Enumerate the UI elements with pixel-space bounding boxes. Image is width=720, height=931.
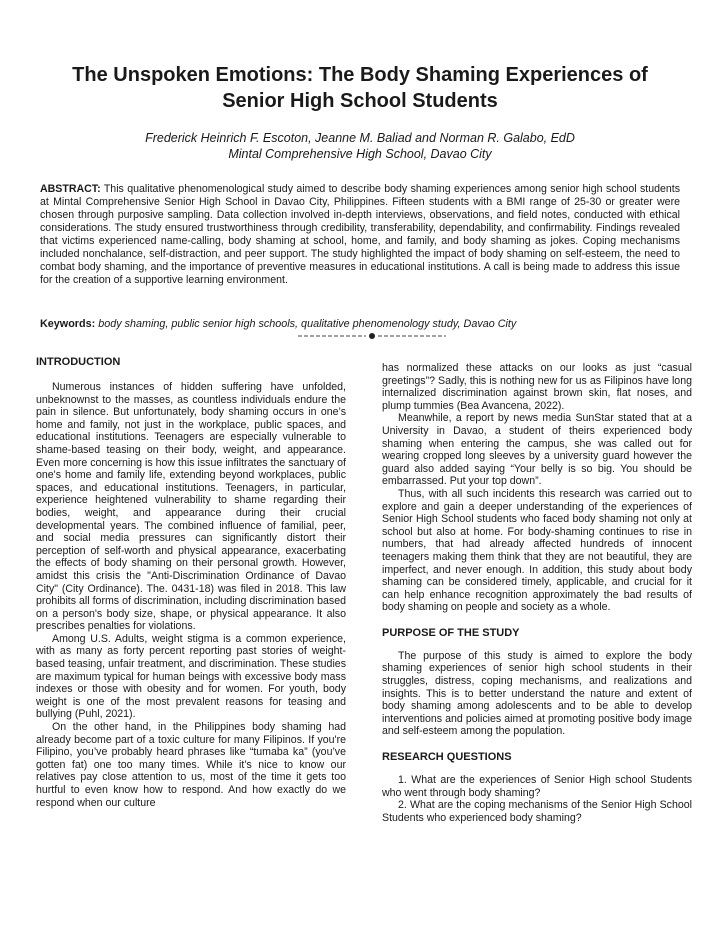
left-column [36,355,346,809]
keywords-text: body shaming, public senior high schools, qualitative phenomenology study, Davao City [98,318,517,330]
abstract-text: This qualitative phenomenological study aimed to describe body shaming experiences among senior high school students at Mintal Comprehensive Senior High School in Davao City, Philippines. Fifteen students with a BMI range of 25-30 or greater were chosen through purposive sampling. Data collection involved in-depth interviews, observations, and field notes, conducted with ethical considerations. The study ensured trustworthiness through credibility, transferability, dependability, and confirmability. Findings revealed that victims experienced name-calling, body shaming at school, home, and family, and body shaming as jokes. Coping mechanisms included nonchalance, self-distraction, and peer support. The study highlighted the impact of body shaming on self-esteem, the need to combat body shaming, and the importance of preventive measures in educational institutions. A call is being made to address this issue for the creation of a supportive learning environment. [40,183,680,286]
authors-line: Frederick Heinrich F. Escoton, Jeanne M. Baliad and Norman R. Galabo, EdD [145,131,575,145]
intro-paragraph-4: Meanwhile, a report by news media SunStar stated that at a University in Davao, a student of theirs experienced body shaming when entering the campus, she was called out for wearing cropped long sleeves by a university guard however the guard also added saying “Your belly is so big. You should be embarrassed. Put your top down”. [382,412,692,488]
abstract [40,183,680,287]
section-divider-ornament [298,332,446,340]
intro-paragraph-1: Numerous instances of hidden suffering have unfolded, unbeknownst to the masses, as countless individuals endure the pain in silence. But unfortunately, body shaming occurs in one’s home and family, not just in the workplace, public spaces, and educational institutions. Teenagers are especially vulnerable to shame-based teasing on their body, weight, and appearance. Even more concerning is how this issue infiltrates the sanctuary of one's home and family life, extending beyond workplaces, public spaces, and educational institutions. Teenagers, in particular, experience heightened vulnerability to shame regarding their bodies, weight, and appearance during their crucial developmental years. The combined influence of familial, peer, and social media pressures can significantly distort their perception of self-worth and physical appearance, exacerbating the effects of body shaming on their personal growth. However, amidst this crisis the "Anti-Discrimination Ordinance of Davao City" (City Ordinance). The. 0431-18) was filed in 2018. This law prohibits all forms of discrimination, including discrimination based on a person's body size, shape, or physical appearance. It also prescribes penalties for violations. [36,381,346,633]
intro-paragraph-3: On the other hand, in the Philippines body shaming had already become part of a toxic culture for many Filipinos. If you're Filipino, you’ve probably heard phrases like “tumaba ka” (you’ve gotten fat) one too many times. While it’s nice to know our relatives pay close attention to us, most of the time it gets too hurtful to even know how to respond. And how exactly do we respond when our culture [36,721,346,809]
keywords [40,318,680,331]
abstract-label: ABSTRACT: [40,183,101,195]
purpose-paragraph: The purpose of this study is aimed to explore the body shaming experiences of senior high school students in their struggles, distress, coping mechanisms, and realizations and insights. This is to better understand the nature and extent of body shaming among adolescents and to be able to develop interventions and policies aimed at promoting positive body image and self-esteem among the population. [382,649,692,738]
research-questions-heading: RESEARCH QUESTIONS [382,751,512,764]
affiliation-line: Mintal Comprehensive High School, Davao City [228,147,492,161]
research-question-2: 2. What are the coping mechanisms of the Senior High School Students who experienced body shaming? [382,799,692,824]
intro-paragraph-2: Among U.S. Adults, weight stigma is a common experience, with as many as forty percent reporting past stories of weight-based teasing, unfair treatment, and discrimination. These studies are maximum typical for human beings with excessive body mass indexes or those with obesity and for women. For youth, body weight is one of the most prevalent reasons for teasing and bullying (Puhl, 2021). [36,632,346,721]
author-block [40,130,680,162]
right-column [382,362,692,824]
introduction-heading: INTRODUCTION [36,356,121,368]
paper-title: The Unspoken Emotions: The Body Shaming Experiences of Senior High School Students [72,64,648,112]
research-question-1: 1. What are the experiences of Senior High school Students who went through body shaming? [382,774,692,799]
intro-paragraph-3-continued: has normalized these attacks on our looks as just “casual greetings”? Sadly, this is nothing new for us as Filipinos have long internalized discrimination against brown skin, flat noses, and plump tummies (Bea Avancena, 2022). [382,362,692,412]
keywords-label: Keywords: [40,318,96,330]
intro-paragraph-5: Thus, with all such incidents this research was carried out to explore and gain a deeper understanding of the experiences of Senior High School students who faced body shaming not only at school but also at home. For body-shaming continues to rise in numbers, that had already affected hundreds of innocent teenagers making them think that they are not beautiful, they are imperfect, and never enough. In addition, this study about body shaming can be considered timely, applicable, and crucial for it can help enhance recognition approximately the bad results of body shaming on people and society as a whole. [382,487,692,614]
purpose-heading: PURPOSE OF THE STUDY [382,626,520,639]
